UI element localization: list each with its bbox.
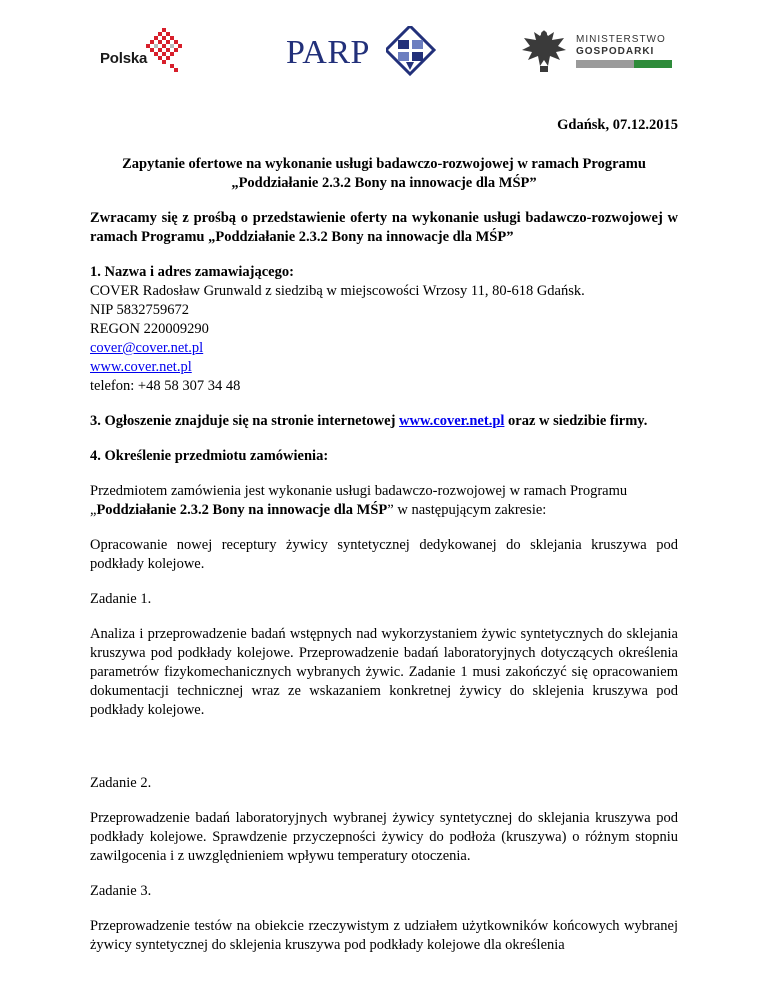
ministry-line1: MINISTERSTWO bbox=[576, 34, 666, 45]
parp-arrows-icon bbox=[386, 26, 436, 82]
section-3-website-link[interactable]: www.cover.net.pl bbox=[399, 413, 505, 429]
task-1-text: Analiza i przeprowadzenie badań wstępnych nad wykorzystaniem żywic syntetycznych do sklejania kruszywa pod podkłady kolejowe. Przeprowadzenie badań laboratoryjnych dotyczących określenia parametrów fizykomechanicznych wybranych żywic. Zadanie 1 musi zakończyć się opracowaniem dokumentacji technicznej wraz ze wskazaniem konkretnej żywicy do sklejenia kruszywa pod podkłady kolejowe. bbox=[90, 626, 678, 718]
task-1-label: Zadanie 1. bbox=[90, 591, 152, 607]
polska-kite-icon bbox=[144, 26, 184, 78]
title-line-1: Zapytanie ofertowe na wykonanie usługi badawczo-rozwojowej w ramach Programu bbox=[122, 156, 646, 172]
section-4-paragraph-2: Opracowanie nowej receptury żywicy syntetycznej dedykowanej do sklejania kruszywa pod podkłady kolejowe. bbox=[90, 537, 678, 572]
document-date: Gdańsk, 07.12.2015 bbox=[557, 117, 678, 133]
section-3 bbox=[90, 412, 678, 431]
parp-logo-text: PARP bbox=[286, 34, 370, 71]
task-2-text: Przeprowadzenie badań laboratoryjnych wybranej żywicy syntetycznej do sklejania kruszywa pod podkłady kolejowe. Sprawdzenie przyczepności żywicy do podłoża (kruszywa) o różnym stopniu zawilgocenia i z uwzględnieniem wpływu temperatury otoczenia. bbox=[90, 810, 678, 864]
task-3-label: Zadanie 3. bbox=[90, 883, 152, 899]
ministry-bar-grey bbox=[576, 60, 634, 68]
company-name: COVER Radosław Grunwald z siedzibą w miejscowości Wrzosy 11, 80-618 Gdańsk. bbox=[90, 283, 585, 299]
eagle-emblem-icon bbox=[518, 26, 570, 76]
website-link[interactable]: www.cover.net.pl bbox=[90, 359, 192, 375]
parp-logo bbox=[286, 26, 436, 86]
ministry-logo-text bbox=[576, 34, 666, 58]
section-4-paragraph-1 bbox=[90, 482, 678, 520]
polska-logo bbox=[100, 26, 200, 82]
task-3-text: Przeprowadzenie testów na obiekcie rzeczywistym z udziałem użytkowników końcowych wybranej żywicy syntetycznej do sklejenia kruszywa pod podkłady kolejowe dla określenia bbox=[90, 918, 678, 953]
polska-logo-text: Polska bbox=[100, 50, 148, 67]
phone-number: telefon: +48 58 307 34 48 bbox=[90, 378, 241, 394]
document-title bbox=[90, 155, 678, 193]
section-4-p1-open-quote: „ bbox=[90, 502, 97, 518]
email-link[interactable]: cover@cover.net.pl bbox=[90, 340, 204, 356]
section-4-program-name: Poddziałanie 2.3.2 Bony na innowacje dla MŚP bbox=[96, 502, 388, 518]
title-line-2: „Poddziałanie 2.3.2 Bony na innowacje dla MŚP” bbox=[231, 175, 537, 191]
ministry-bar-green bbox=[634, 60, 672, 68]
ministry-line2: GOSPODARKI bbox=[576, 46, 655, 57]
section-3-before: 3. Ogłoszenie znajduje się na stronie internetowej bbox=[90, 413, 400, 429]
section-3-after: oraz w siedzibie firmy. bbox=[504, 413, 648, 429]
ministry-logo bbox=[518, 26, 668, 78]
section-4-p1-rest: ” w następującym zakresie: bbox=[387, 502, 547, 518]
regon-number: REGON 220009290 bbox=[90, 321, 209, 337]
section-1 bbox=[90, 263, 678, 396]
section-4-heading: 4. Określenie przedmiotu zamówienia: bbox=[90, 448, 329, 464]
section-4-p1-line1: Przedmiotem zamówienia jest wykonanie usługi badawczo-rozwojowej w ramach Programu bbox=[90, 483, 628, 499]
section-1-heading: 1. Nazwa i adres zamawiającego: bbox=[90, 264, 294, 280]
vertical-spacer bbox=[90, 736, 678, 774]
nip-number: NIP 5832759672 bbox=[90, 302, 189, 318]
document-body bbox=[90, 116, 678, 971]
intro-paragraph: Zwracamy się z prośbą o przedstawienie oferty na wykonanie usługi badawczo-rozwojowej w ramach Programu „Poddziałanie 2.3.2 Bony na innowacje dla MŚP” bbox=[90, 210, 678, 245]
ministry-color-bar bbox=[576, 60, 672, 68]
task-2-label: Zadanie 2. bbox=[90, 775, 152, 791]
